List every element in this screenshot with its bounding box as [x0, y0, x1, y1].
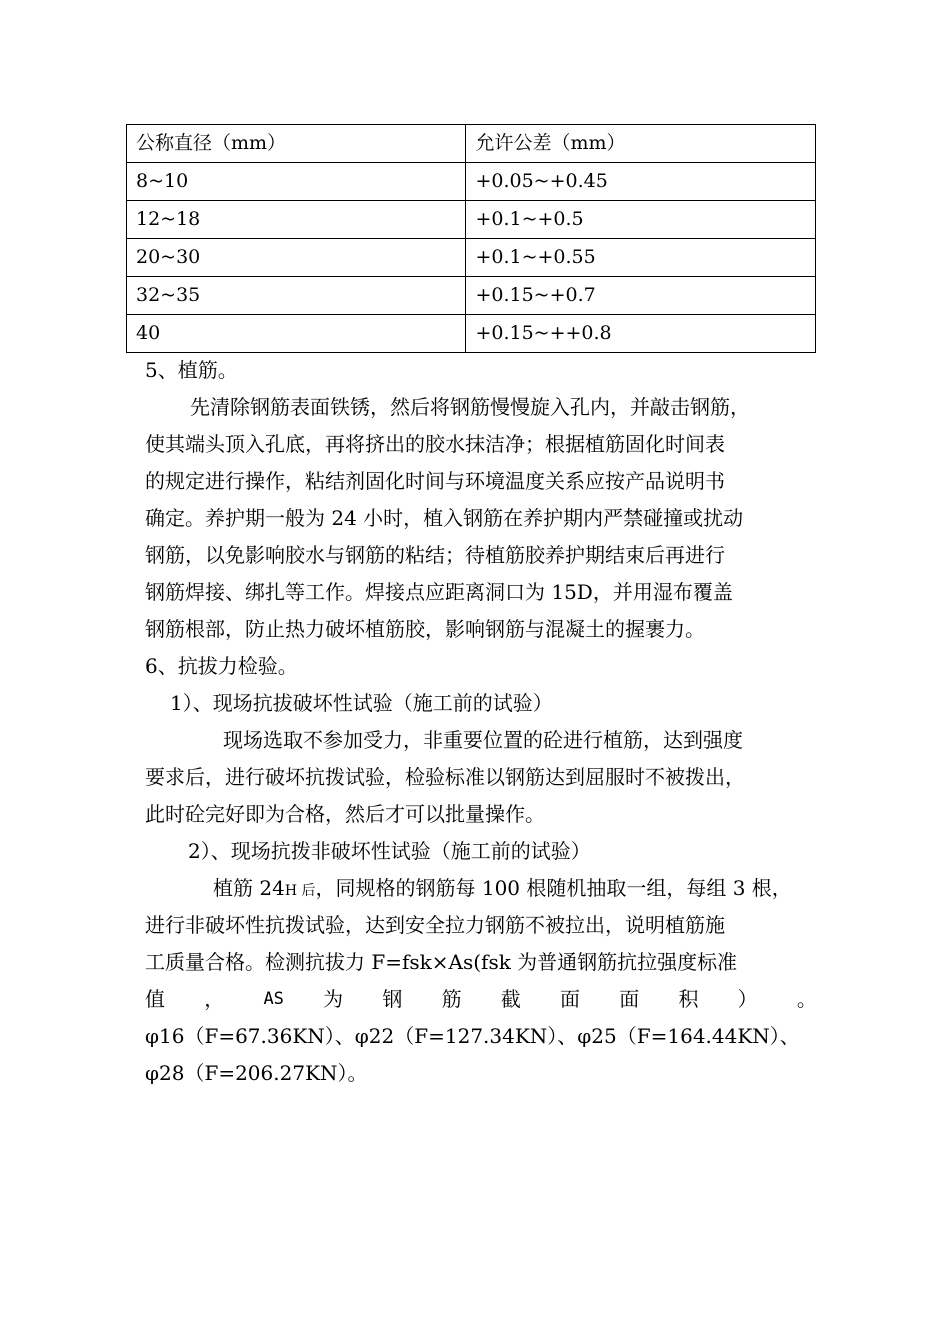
spread-line [145, 981, 817, 1018]
paragraph-line: φ28（F=206.27KN）。 [145, 1061, 368, 1085]
paragraph-line [213, 870, 817, 910]
paragraph-line: 先清除钢筋表面铁锈，然后将钢筋慢慢旋入孔内，并敲击钢筋， [190, 395, 750, 419]
paragraph-line: 钢筋根部，防止热力破坏植筋胶，影响钢筋与混凝土的握裹力。 [145, 617, 705, 641]
spread-word: 积 [678, 987, 699, 1011]
table-cell: 32~35 [127, 277, 466, 315]
table-cell: +0.05~+0.45 [466, 163, 816, 201]
table-cell: 12~18 [127, 201, 466, 239]
table-cell: +0.15~++0.8 [466, 315, 816, 353]
tolerance-table [126, 124, 816, 353]
spread-word: 筋 [441, 987, 462, 1011]
paragraph-line: 此时砼完好即为合格，然后才可以批量操作。 [145, 802, 545, 826]
paragraph-line: φ16（F=67.36KN）、φ22（F=127.34KN）、φ25（F=164.44KN）、 [145, 1024, 800, 1048]
table-cell: +0.1~+0.5 [466, 201, 816, 239]
paragraph-line: 的规定进行操作，粘结剂固化时间与环境温度关系应按产品说明书 [145, 469, 725, 493]
table-cell: 20~30 [127, 239, 466, 277]
paragraph-line: 要求后，进行破坏抗拨试验，检验标准以钢筋达到屈服时不被拨出， [145, 765, 745, 789]
spread-word: ， [204, 987, 225, 1011]
paragraph-line: 钢筋焊接、绑扎等工作。焊接点应距离洞口为 15D，并用湿布覆盖 [145, 580, 733, 604]
spread-word: AS [263, 989, 284, 1009]
table-row [127, 315, 816, 353]
text-run: ，同规格的钢筋每 100 根随机抽取一组，每组 3 根， [315, 876, 792, 900]
table-row [127, 201, 816, 239]
paragraph-line: 确定。养护期一般为 24 小时，植入钢筋在养护期内严禁碰撞或扰动 [145, 506, 744, 530]
table-cell: +0.1~+0.55 [466, 239, 816, 277]
spread-word: 。 [796, 987, 817, 1011]
table-cell: 8~10 [127, 163, 466, 201]
table-row [127, 277, 816, 315]
section-6-heading: 6、抗拔力检验。 [145, 654, 298, 678]
paragraph-line: 现场选取不参加受力，非重要位置的砼进行植筋，达到强度 [223, 728, 743, 752]
spread-word: 面 [619, 987, 640, 1011]
subsection-2-title: 2）、现场抗拨非破坏性试验（施工前的试验） [188, 839, 591, 863]
table-header-row [127, 125, 816, 163]
spread-word: ） [737, 987, 758, 1011]
paragraph-line: 钢筋，以免影响胶水与钢筋的粘结；待植筋胶养护期结束后再进行 [145, 543, 725, 567]
spread-word: 钢 [382, 987, 403, 1011]
subsection-1-title: 1）、现场抗拔破坏性试验（施工前的试验） [170, 691, 553, 715]
paragraph-line: 使其端头顶入孔底，再将挤出的胶水抹洁净；根据植筋固化时间表 [145, 432, 725, 456]
table-header-cell: 允许公差（mm） [466, 125, 816, 163]
paragraph-line: 进行非破坏性抗拨试验，达到安全拉力钢筋不被拉出，说明植筋施 [145, 913, 725, 937]
table-row [127, 239, 816, 277]
section-5-heading: 5、植筋。 [145, 358, 238, 382]
table-cell: 40 [127, 315, 466, 353]
spread-word: 为 [323, 987, 344, 1011]
spread-word: 面 [560, 987, 581, 1011]
spread-word: 值 [145, 987, 165, 1011]
paragraph-line: 工质量合格。检测抗拔力 F=fsk×As(fsk 为普通钢筋抗拉强度标准 [145, 950, 738, 974]
text-run: 植筋 24 [213, 876, 285, 900]
spread-word: 截 [500, 987, 521, 1011]
table-row [127, 163, 816, 201]
table-header-cell: 公称直径（mm） [127, 125, 466, 163]
table-cell: +0.15~+0.7 [466, 277, 816, 315]
text-run-small: H 后 [284, 883, 316, 899]
